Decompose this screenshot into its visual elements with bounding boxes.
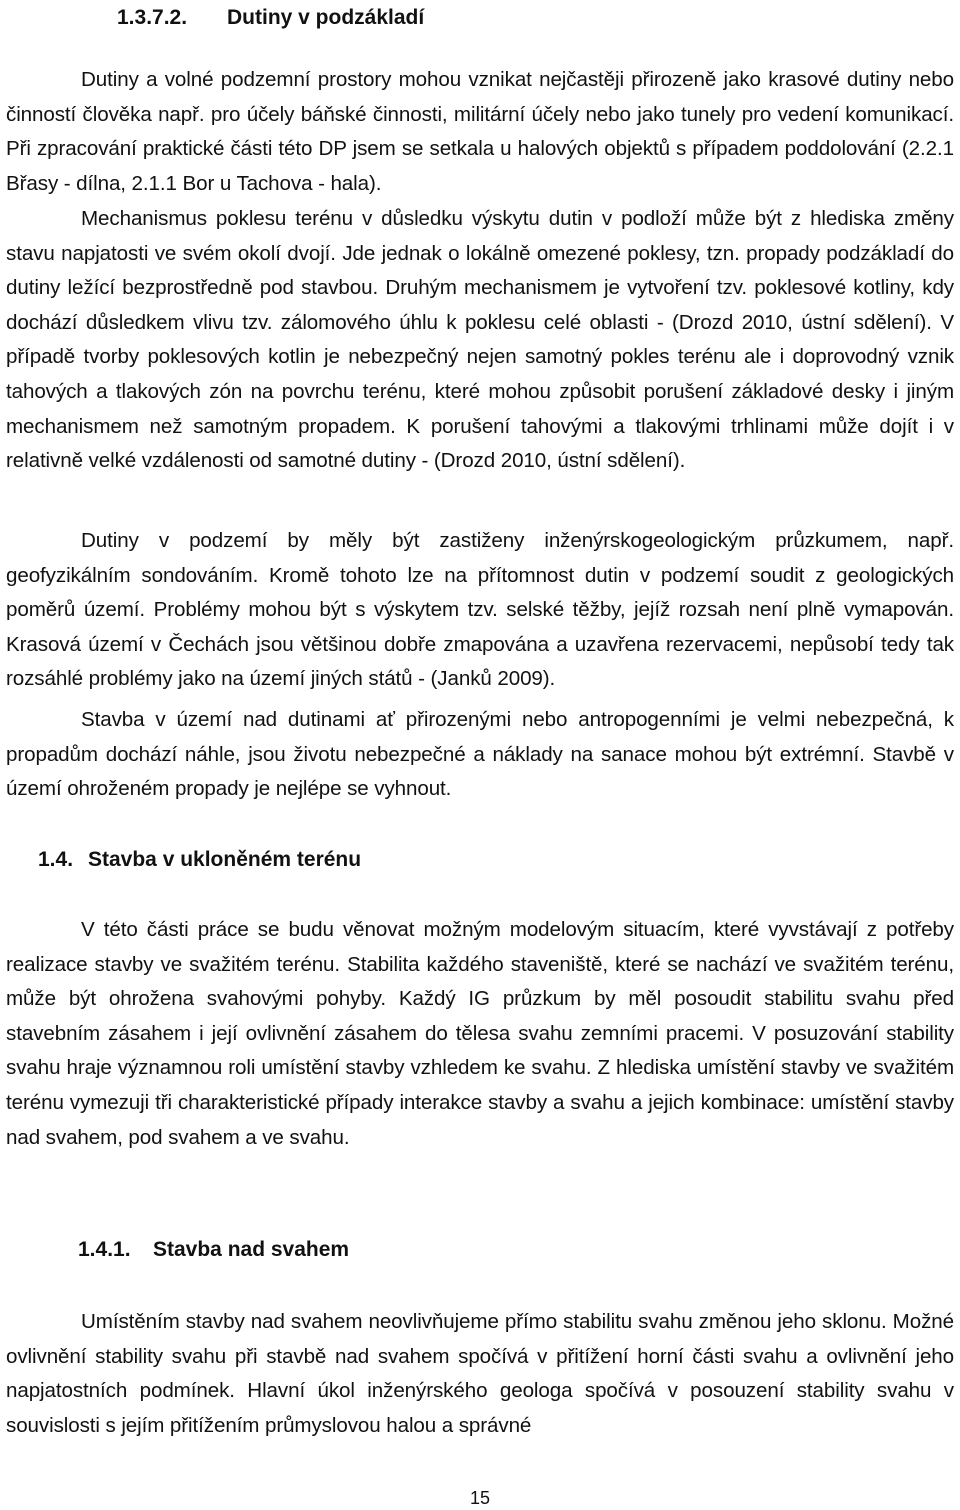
section-heading-1-4-1 bbox=[78, 1236, 349, 1264]
section-heading-1-3-7-2 bbox=[117, 4, 424, 32]
section-heading-1-4 bbox=[38, 846, 361, 874]
paragraph-subsidence-mechanism: Mechanismus poklesu terénu v důsledku výskytu dutin v podloží může být z hlediska změny stavu napjatosti ve svém okolí dvojí. Jde jednak o lokálně omezené poklesy, tzn. propady podzákladí do dutiny ležící bezprostředně pod stavbou. Druhým mechanismem je vytvoření tzv. poklesové kotliny, kdy dochází důsledkem vlivu tzv. zálomového úhlu k poklesu celé oblasti - (Drozd 2010, ústní sdělení). V případě tvorby poklesových kotlin je nebezpečný nejen samotný pokles terénu ale i doprovodný vznik tahových a tlakových zón na povrchu terénu, které mohou způsobit porušení základové desky i jiným mechanismem než samotným propadem. K porušení tahovými a tlakovými trhlinami může dojít i v relativně velké vzdálenosti od samotné dutiny - (Drozd 2010, ústní sdělení). bbox=[6, 207, 954, 473]
paragraph-building-over-cavities: Stavba v území nad dutinami ať přirozenými nebo antropogenními je velmi nebezpečná, k propadům dochází náhle, jsou životu nebezpečné a náklady na sanace mohou být extrémní. Stavbě v území ohroženém propady je nejlépe se vyhnout. bbox=[6, 708, 954, 801]
section-number: 1.4.1. bbox=[78, 1238, 131, 1261]
page-number: 15 bbox=[469, 1488, 491, 1508]
section-title: Stavba v ukloněném terénu bbox=[88, 848, 362, 871]
paragraph-building-above-slope: Umístěním stavby nad svahem neovlivňujeme přímo stabilitu svahu změnou jeho sklonu. Možné ovlivnění stability svahu při stavbě nad svahem spočívá v přitížení horní části svahu a ovlivnění jeho napjatostních podmínek. Hlavní úkol inženýrského geologa spočívá v posouzení stability svahu v souvislosti s jejím přitížením průmyslovou halou a správné bbox=[6, 1310, 954, 1437]
section-number: 1.3.7.2. bbox=[117, 6, 188, 29]
section-title: Dutiny v podzákladí bbox=[227, 6, 425, 29]
section-number: 1.4. bbox=[38, 848, 74, 871]
section-title: Stavba nad svahem bbox=[153, 1238, 350, 1261]
paragraph-cavities-intro: Dutiny a volné podzemní prostory mohou vznikat nejčastěji přirozeně jako krasové dutiny nebo činností člověka např. pro účely báňské činnosti, militární účely nebo jako tunely pro vedení komunikací. Při zpracování praktické části této DP jsem se setkala u halových objektů s případem poddolování (2.2.1 Břasy - dílna, 2.1.1 Bor u Tachova - hala). bbox=[6, 68, 954, 195]
paragraph-sloped-terrain: V této části práce se budu věnovat možným modelovým situacím, které vyvstávají z potřeby realizace stavby ve svažitém terénu. Stabilita každého staveniště, které se nachází ve svažitém terénu, může být ohrožena svahovými pohyby. Každý IG průzkum by měl posoudit stabilitu svahu před stavebním zásahem i její ovlivnění zásahem do tělesa svahu zemními pracemi. V posuzování stability svahu hraje významnou roli umístění stavby vzhledem ke svahu. Z hlediska umístění stavby ve svažitém terénu vymezuji tři charakteristické případy interakce stavby a svahu a jejich kombinace: umístění stavby nad svahem, pod svahem a ve svahu. bbox=[6, 918, 954, 1149]
paragraph-cavity-survey: Dutiny v podzemí by měly být zastiženy inženýrskogeologickým průzkumem, např. geofyzikálním sondováním. Kromě tohoto lze na přítomnost dutin v podzemí soudit z geologických poměrů území. Problémy mohou být s výskytem tzv. selské těžby, jejíž rozsah není plně vymapován. Krasová území v Čechách jsou většinou dobře zmapována a uzavřena rezervacemi, nepůsobí tedy tak rozsáhlé problémy jako na území jiných států - (Janků 2009). bbox=[6, 529, 954, 691]
